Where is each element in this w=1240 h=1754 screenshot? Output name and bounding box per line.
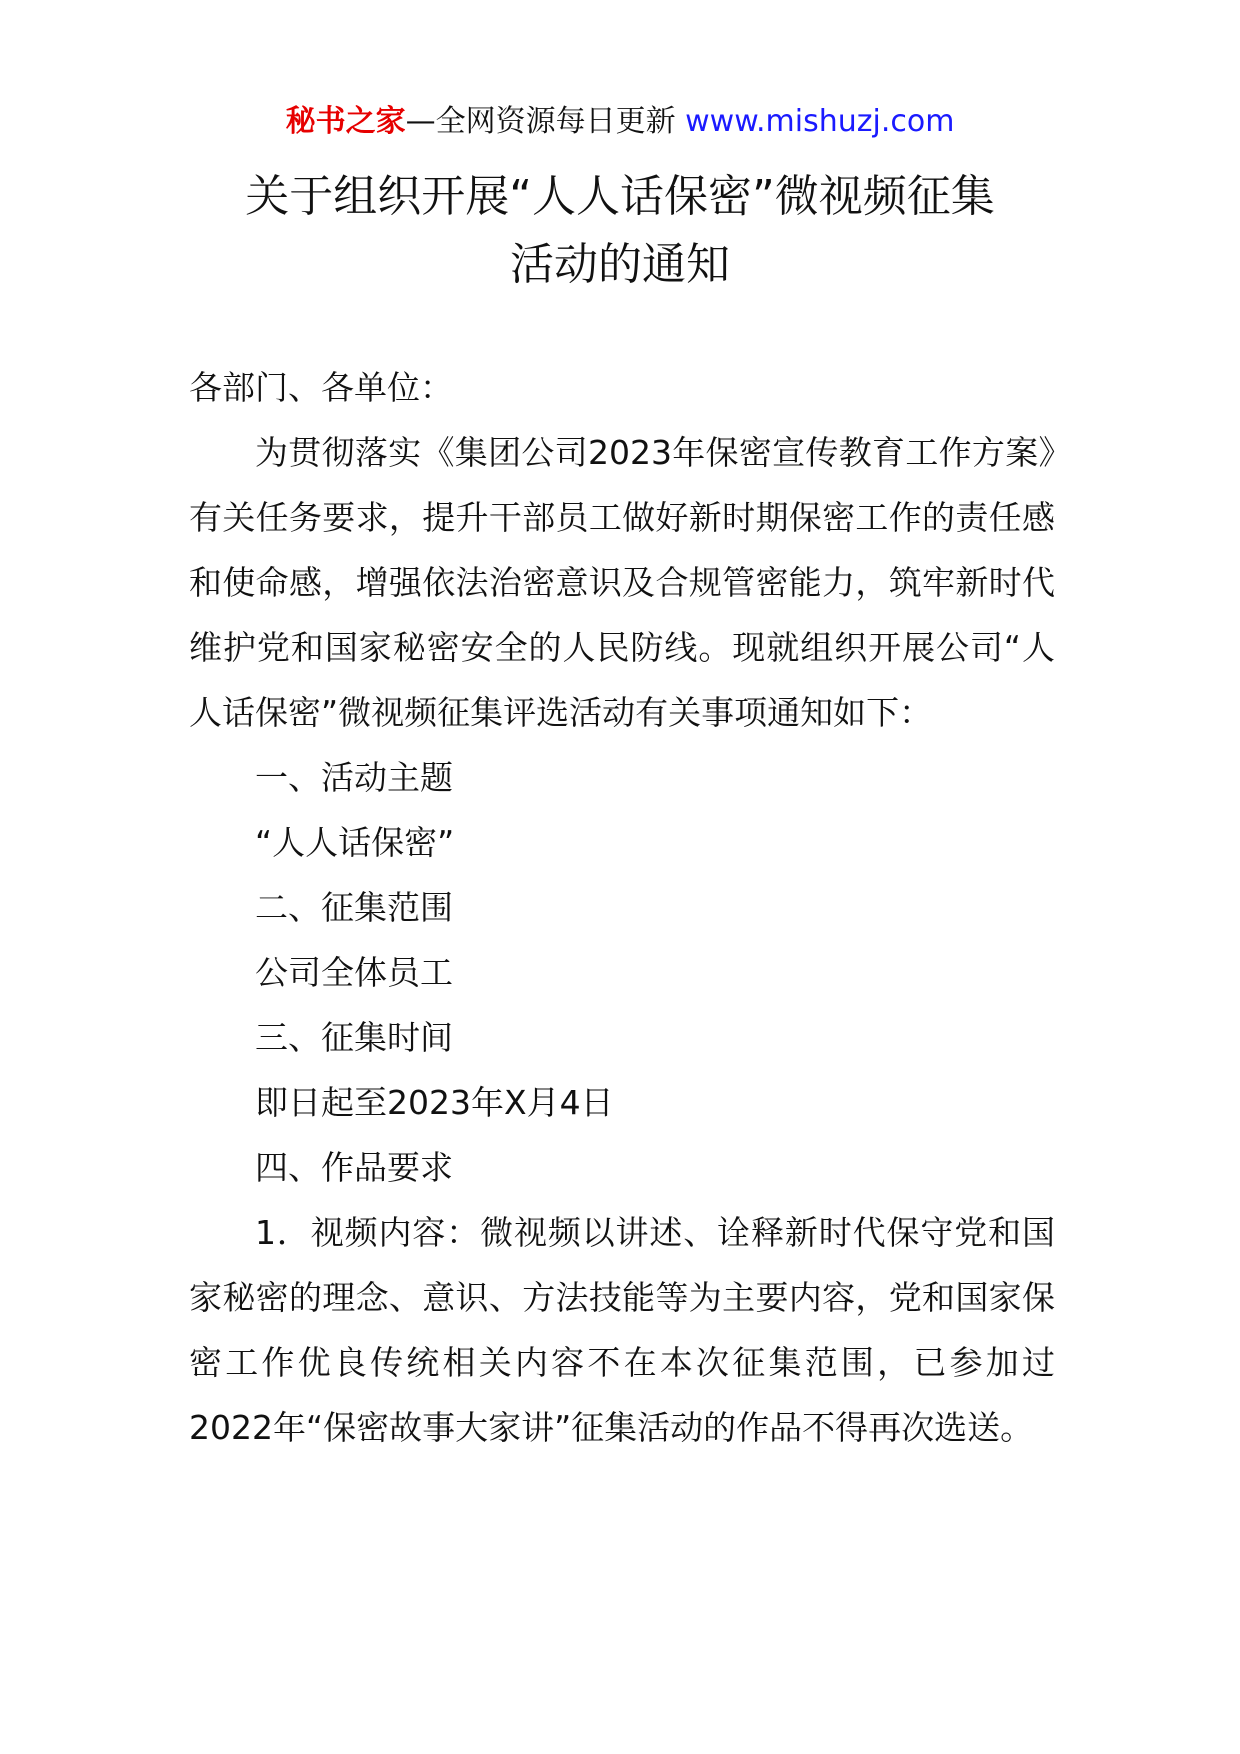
- section-2-heading: 二、征集范围: [255, 888, 453, 927]
- salutation: 各部门、各单位：: [189, 368, 453, 407]
- title-line-1: 关于组织开展“人人话保密”微视频征集: [245, 171, 995, 222]
- intro-paragraph: 为贯彻落实《集团公司2023年保密宣传教育工作方案》有关任务要求，提升干部员工做好新时期保密工作的责任感和使命感，增强依法治密意识及合规管密能力，筑牢新时代维护党和国家秘密安全的人民防线。现就组织开展公司“人人话保密”微视频征集评选活动有关事项通知如下：: [189, 433, 1055, 732]
- site-header: [0, 102, 1240, 142]
- site-brand: 秘书之家: [285, 104, 406, 139]
- document-title: [150, 163, 1090, 299]
- section-3-text: 即日起至2023年X月4日: [255, 1083, 614, 1122]
- section-3-heading: 三、征集时间: [255, 1018, 453, 1057]
- section-4-heading: 四、作品要求: [255, 1148, 453, 1187]
- title-line-2: 活动的通知: [510, 239, 730, 290]
- site-url-link[interactable]: www.mishuzj.com: [685, 104, 955, 139]
- section-4-item-1: 1．视频内容：微视频以讲述、诠释新时代保守党和国家秘密的理念、意识、方法技能等为主要内容，党和国家保密工作优良传统相关内容不在本次征集范围，已参加过2022年“保密故事大家讲”征集活动的作品不得再次选送。: [189, 1213, 1055, 1447]
- section-1-heading: 一、活动主题: [255, 758, 453, 797]
- section-2-text: 公司全体员工: [255, 953, 453, 992]
- site-tagline: —全网资源每日更新: [405, 104, 686, 139]
- document-body: [189, 355, 1055, 1460]
- section-1-text: “人人话保密”: [255, 823, 455, 862]
